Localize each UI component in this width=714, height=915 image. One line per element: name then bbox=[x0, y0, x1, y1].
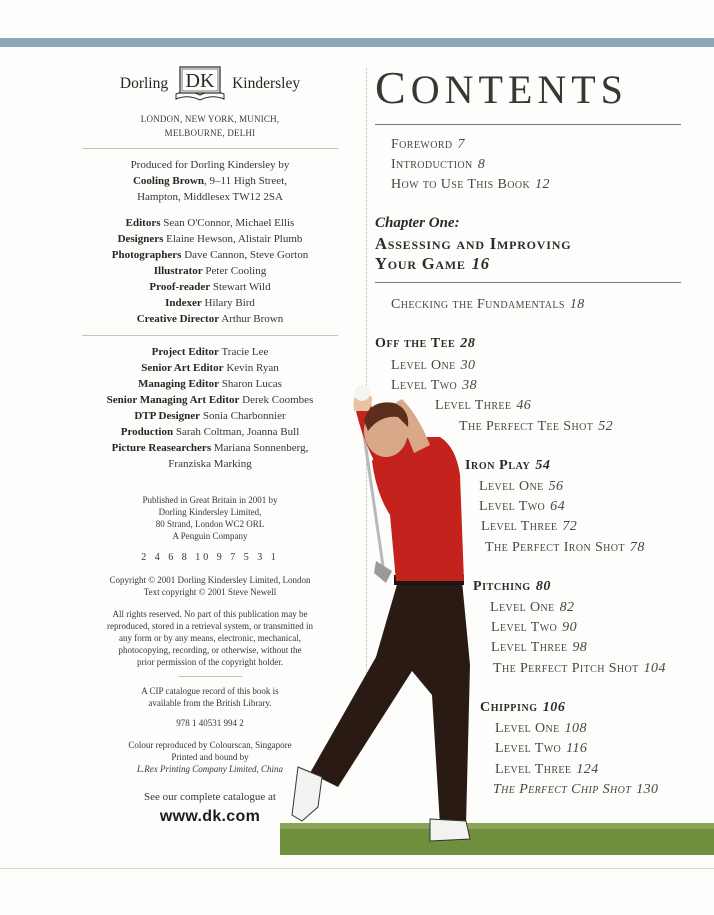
isbn: 978 1 40531 994 2 bbox=[176, 718, 244, 728]
toc-page: 130 bbox=[636, 782, 659, 797]
publisher-cities bbox=[74, 112, 346, 140]
produced-line: Produced for Dorling Kindersley by bbox=[130, 159, 290, 171]
toc-label: The Perfect Pitch Shot bbox=[493, 661, 639, 676]
credit-line bbox=[74, 279, 346, 295]
toc-section-heading[interactable] bbox=[465, 458, 551, 474]
toc-page: 116 bbox=[566, 741, 588, 756]
toc-label: Level One bbox=[490, 600, 555, 615]
produced-company: Cooling Brown bbox=[132, 175, 204, 187]
credit-role: Project Editor bbox=[151, 346, 219, 358]
toc-entry[interactable] bbox=[391, 357, 475, 375]
rights-line: reproduced, stored in a retrieval system, or transmitted in bbox=[107, 621, 313, 631]
toc-label: Level One bbox=[391, 358, 456, 373]
copyright-line: Copyright © 2001 Dorling Kindersley Limited, London bbox=[109, 575, 311, 585]
website-link[interactable]: www.dk.com bbox=[159, 808, 261, 825]
credit-role: DTP Designer bbox=[134, 410, 201, 422]
toc-section-heading[interactable] bbox=[480, 700, 566, 716]
credit-names: Peter Cooling bbox=[205, 265, 267, 277]
rights-line: prior permission of the copyright holder. bbox=[137, 657, 283, 667]
published-line: Dorling Kindersley Limited, bbox=[158, 507, 262, 517]
toc-entry[interactable] bbox=[485, 539, 645, 557]
toc-entry[interactable] bbox=[490, 599, 574, 617]
page-bottom-edge bbox=[0, 868, 714, 869]
credit-names: Dave Cannon, Steve Gorton bbox=[184, 249, 309, 261]
credit-line bbox=[74, 247, 346, 263]
toc-entry[interactable] bbox=[391, 156, 485, 174]
toc-entry[interactable] bbox=[493, 660, 666, 678]
contents-heading bbox=[375, 64, 685, 114]
produced-by bbox=[74, 157, 346, 205]
toc-page: 8 bbox=[477, 157, 486, 172]
toc-entry[interactable] bbox=[495, 761, 599, 779]
credit-role: Illustrator bbox=[153, 265, 203, 277]
toc-entry[interactable] bbox=[481, 518, 577, 536]
cip-line: available from the British Library. bbox=[148, 698, 272, 708]
toc-entry[interactable] bbox=[391, 377, 477, 395]
toc-entry[interactable] bbox=[391, 176, 550, 194]
section-page: 28 bbox=[460, 336, 476, 351]
dk-logo-text: DK bbox=[185, 70, 215, 92]
toc-entry[interactable] bbox=[391, 296, 585, 314]
table-of-contents bbox=[375, 62, 685, 797]
section-page: 54 bbox=[535, 458, 551, 473]
toc-label: Level Two bbox=[479, 499, 546, 514]
publisher-name-left: Dorling bbox=[119, 75, 169, 92]
shoe bbox=[292, 767, 322, 821]
credit-line bbox=[74, 231, 346, 247]
toc-label: Level Three bbox=[491, 640, 568, 655]
credit-role: Creative Director bbox=[136, 313, 220, 325]
credit-role: Picture Reasearchers bbox=[111, 442, 212, 454]
toc-page: 30 bbox=[460, 358, 476, 373]
section-title: Pitching bbox=[473, 579, 531, 594]
toc-page: 18 bbox=[569, 297, 585, 312]
shoe bbox=[430, 819, 470, 841]
credit-line bbox=[74, 215, 346, 231]
toc-page: 104 bbox=[643, 661, 666, 676]
top-accent-bar bbox=[0, 38, 714, 47]
toc-entry[interactable] bbox=[491, 639, 587, 657]
cities-line: LONDON, NEW YORK, MUNICH, bbox=[140, 114, 280, 124]
trousers bbox=[310, 581, 470, 825]
credit-names: Sarah Coltman, Joanna Bull bbox=[175, 426, 300, 438]
chapter-title-line-2 bbox=[375, 254, 571, 274]
credits-team-a bbox=[74, 215, 346, 327]
cities-line: MELBOURNE, DELHI bbox=[164, 128, 256, 138]
toc-label: Level Three bbox=[481, 519, 558, 534]
toc-page: 78 bbox=[629, 540, 645, 555]
toc-label: Level One bbox=[479, 479, 544, 494]
published-line: Published in Great Britain in 2001 by bbox=[142, 495, 278, 505]
chapter-title-line: Assessing and Improving bbox=[375, 234, 572, 253]
toc-label: How to Use This Book bbox=[391, 177, 531, 192]
credit-names: Hilary Bird bbox=[204, 297, 255, 309]
toc-label: Level Two bbox=[495, 741, 562, 756]
credit-line-continued: Franziska Marking bbox=[168, 458, 252, 470]
section-title: Off the Tee bbox=[375, 336, 456, 351]
credit-line bbox=[74, 295, 346, 311]
credit-role: Managing Editor bbox=[138, 378, 220, 390]
toc-page: 108 bbox=[564, 721, 587, 736]
credit-role: Proof-reader bbox=[149, 281, 211, 293]
credit-role: Production bbox=[120, 426, 174, 438]
credit-names: Elaine Hewson, Alistair Plumb bbox=[166, 233, 303, 245]
catalogue-text: See our complete catalogue at bbox=[144, 791, 276, 803]
credit-line bbox=[74, 311, 346, 327]
credit-names: Sean O'Connor, Michael Ellis bbox=[163, 217, 295, 229]
credit-names: Tracie Lee bbox=[221, 346, 269, 358]
produced-company-line bbox=[74, 173, 346, 189]
toc-page: 7 bbox=[457, 137, 465, 152]
toc-label: Foreword bbox=[391, 137, 453, 152]
toc-page: 98 bbox=[572, 640, 588, 655]
toc-label: Level Three bbox=[495, 762, 572, 777]
section-page: 80 bbox=[535, 579, 552, 594]
toc-page: 12 bbox=[535, 177, 550, 192]
produced-address-line: Hampton, Middlesex TW12 2SA bbox=[137, 191, 283, 203]
chapter-page: 16 bbox=[471, 254, 490, 273]
chapter-title-text: Your Game bbox=[375, 254, 466, 273]
copyright-line: Text copyright © 2001 Steve Newell bbox=[143, 587, 277, 597]
published-line: 80 Strand, London WC2 ORL bbox=[155, 519, 265, 529]
toc-label: Checking the Fundamentals bbox=[391, 297, 565, 312]
credit-names: Sharon Lucas bbox=[221, 378, 282, 390]
toc-label: The Perfect Chip Shot bbox=[493, 782, 632, 797]
toc-label: Introduction bbox=[391, 157, 473, 172]
toc-section-heading[interactable] bbox=[375, 336, 475, 352]
credit-role: Designers bbox=[117, 233, 164, 245]
toc-page: 90 bbox=[562, 620, 577, 635]
toc-page: 38 bbox=[462, 378, 477, 393]
chapter-title[interactable] bbox=[375, 234, 571, 274]
produced-address: , 9–11 High Street, bbox=[204, 175, 287, 187]
credit-names: Stewart Wild bbox=[212, 281, 271, 293]
credit-names: Derek Coombes bbox=[242, 394, 314, 406]
credit-names: Mariana Sonnenberg, bbox=[213, 442, 309, 454]
chapter-label: Chapter One: bbox=[375, 215, 460, 231]
published-line: A Penguin Company bbox=[172, 531, 248, 541]
credit-line bbox=[74, 344, 346, 360]
credit-names: Kevin Ryan bbox=[226, 362, 279, 374]
credit-role: Indexer bbox=[165, 297, 202, 309]
toc-page: 82 bbox=[559, 600, 575, 615]
toc-label: Level Two bbox=[391, 378, 458, 393]
toc-entry[interactable] bbox=[459, 418, 613, 436]
toc-page: 72 bbox=[562, 519, 578, 534]
credit-names: Arthur Brown bbox=[221, 313, 284, 325]
divider bbox=[375, 282, 681, 283]
section-title: Chipping bbox=[480, 700, 538, 715]
credit-line bbox=[74, 263, 346, 279]
credit-names: Sonia Charbonnier bbox=[202, 410, 286, 422]
toc-page: 124 bbox=[576, 762, 599, 777]
toc-entry[interactable] bbox=[493, 781, 658, 799]
toc-page: 56 bbox=[548, 479, 564, 494]
divider bbox=[82, 148, 338, 149]
rights-line: any form or by any means, electronic, mechanical, bbox=[119, 633, 301, 643]
toc-entry[interactable] bbox=[491, 619, 577, 637]
divider bbox=[178, 676, 242, 677]
toc-entry[interactable] bbox=[495, 740, 587, 758]
rights-line: All rights reserved. No part of this publication may be bbox=[112, 609, 308, 619]
dk-logo-icon bbox=[172, 64, 228, 104]
toc-page: 46 bbox=[516, 398, 532, 413]
rights-line: photocopying, recording, or otherwise, without the bbox=[118, 645, 302, 655]
print-numbers: 2 4 6 8 10 9 7 5 3 1 bbox=[141, 552, 279, 563]
toc-entry[interactable] bbox=[391, 136, 465, 154]
colour-line: Printed and bound by bbox=[171, 752, 249, 762]
contents-heading-rest: ONTENTS bbox=[410, 67, 628, 112]
section-page: 106 bbox=[542, 700, 566, 715]
toc-entry[interactable] bbox=[479, 498, 565, 516]
toc-entry[interactable] bbox=[479, 478, 563, 496]
colour-line: Colour reproduced by Colourscan, Singapore bbox=[128, 740, 292, 750]
toc-label: The Perfect Iron Shot bbox=[485, 540, 625, 555]
credit-line bbox=[74, 360, 346, 376]
toc-label: The Perfect Tee Shot bbox=[459, 419, 594, 434]
credit-role: Photographers bbox=[111, 249, 182, 261]
toc-label: Level Three bbox=[435, 398, 512, 413]
printer-line: L.Rex Printing Company Limited, China bbox=[137, 764, 283, 774]
publisher-name-right: Kindersley bbox=[232, 75, 301, 92]
credit-role: Editors bbox=[125, 217, 161, 229]
divider bbox=[375, 124, 681, 125]
toc-page: 64 bbox=[550, 499, 565, 514]
toc-label: Level One bbox=[495, 721, 560, 736]
toc-label: Level Two bbox=[491, 620, 558, 635]
credit-role: Senior Managing Art Editor bbox=[106, 394, 240, 406]
contents-heading-initial: C bbox=[375, 62, 411, 113]
toc-entry[interactable] bbox=[495, 720, 587, 738]
toc-entry[interactable] bbox=[435, 397, 531, 415]
publisher-brand bbox=[74, 64, 346, 104]
toc-page: 52 bbox=[598, 419, 614, 434]
credit-role: Senior Art Editor bbox=[141, 362, 224, 374]
cip-line: A CIP catalogue record of this book is bbox=[141, 686, 279, 696]
toc-section-heading[interactable] bbox=[473, 579, 551, 595]
section-title: Iron Play bbox=[465, 458, 531, 473]
divider bbox=[82, 335, 338, 336]
